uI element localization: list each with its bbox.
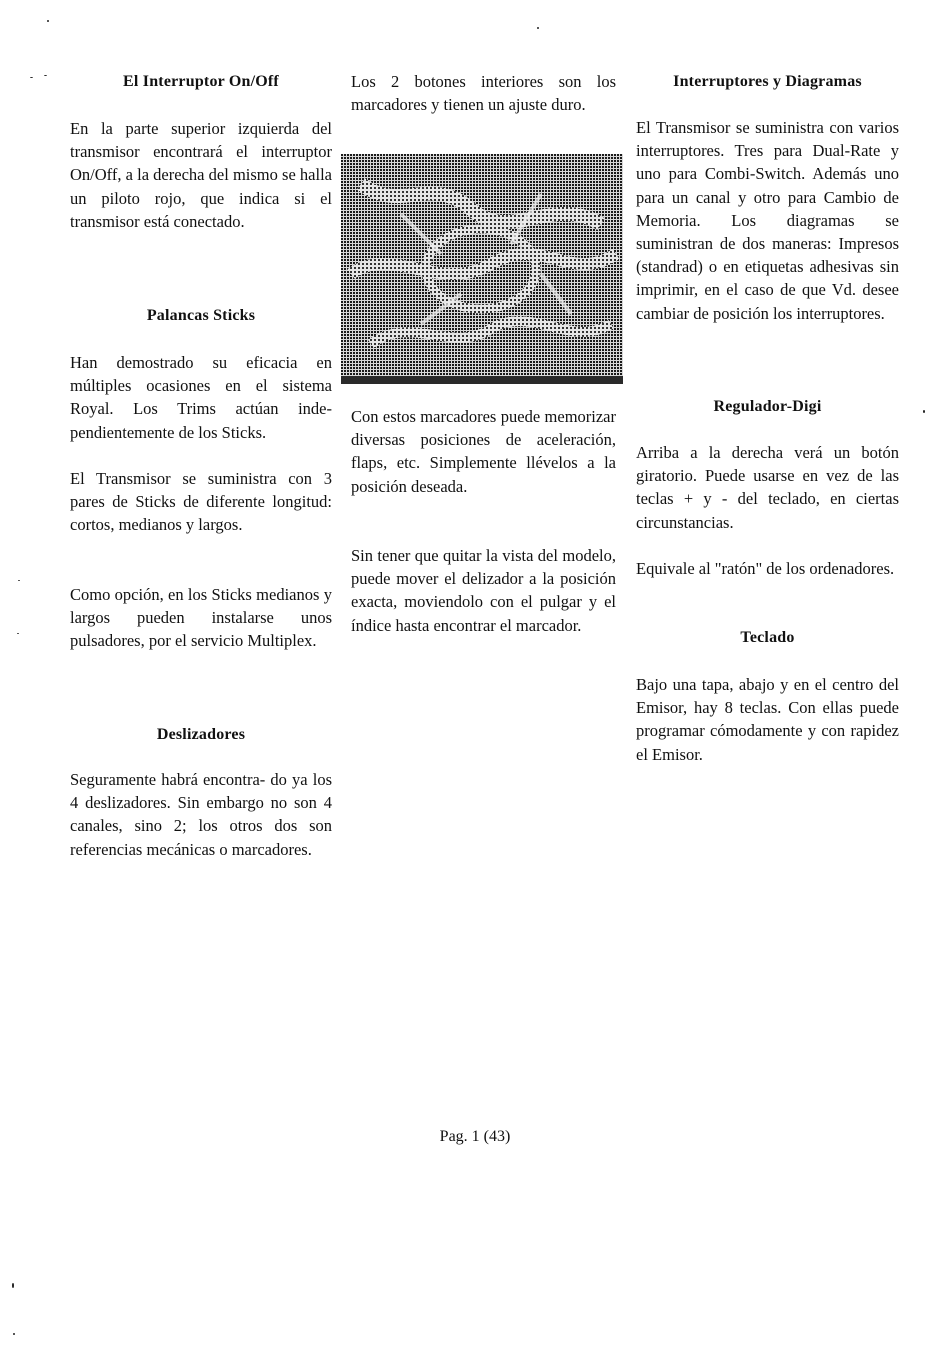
paragraph-regulador-2: Equivale al "ratón" de los ordenadores. [636,559,895,578]
photo-image [341,154,623,384]
scan-speck [537,27,539,29]
paragraph-botones: Los 2 botones interiores son los marcadores y tienen un ajuste duro. [351,72,616,115]
paragraph-marcadores: Con estos marcadores puede memorizar diversas posiciones de aceleración, flaps, etc. Simplemente llévelos a la posición deseada. [351,407,616,496]
paragraph-vista: Sin tener que quitar la vista del modelo, puede mover el delizador a la posición exacta, moviendolo con el pulgar y el índice hasta encontrar el marcador. [351,546,616,635]
paragraph-deslizadores: Seguramente habrá encontra- do ya los 4 deslizadores. Sin embargo no son 4 canales, sino 2; los otros dos son referencias mecánicas o marcadores. [70,770,332,859]
heading-teclado: Teclado [740,629,795,646]
heading-interruptores: Interruptores y Diagramas [673,73,862,90]
paragraph-regulador-1: Arriba a la derecha verá un botón giratorio. Puede usarse en vez de las teclas + y - del teclado, en ciertas circunstancias. [636,443,899,532]
scan-speck [17,633,19,634]
heading-palancas: Palancas Sticks [146,307,256,324]
heading-deslizadores: Deslizadores [156,726,246,743]
heading-interruptor: El Interruptor On/Off [123,73,279,90]
scan-speck [30,77,33,78]
paragraph-palancas-1: Han demostrado su eficacia en múltiples ocasiones en el sistema Royal. Los Trims actúan independientemente de los Sticks. [70,353,332,442]
halftone-photo [341,154,623,384]
scan-speck [44,75,47,76]
paragraph-palancas-3: Como opción, en los Sticks medianos y largos pueden instalarse unos pulsadores, por el servicio Multiplex. [70,585,332,651]
scan-speck [923,410,925,413]
scan-speck [47,20,49,22]
paragraph-teclado: Bajo una tapa, abajo y en el centro del Emisor, hay 8 teclas. Con ellas puede programar cómodamente y con rapidez el Emisor. [636,675,899,764]
scan-speck [13,1333,15,1335]
paragraph-palancas-2: El Transmisor se suministra con 3 pares de Sticks de diferente longitud: cortos, medianos y largos. [70,469,332,535]
paragraph-interruptores: El Transmisor se suministra con varios interruptores. Tres para Dual-Rate y uno para Combi-Switch. Además uno para un canal y otro para Cambio de Memoria. Los diagramas se suministran de dos maneras: Impresos (standrad) o en etiquetas adhesivas sin imprimir, en el caso de que Vd. desee cambiar de posición los interruptores. [636,118,899,323]
scan-speck [18,580,20,581]
heading-regulador: Regulador-Digi [713,398,822,415]
scan-speck [12,1283,14,1288]
page-number: Pag. 1 (43) [439,1128,511,1145]
paragraph-interruptor: En la parte superior izquierda del transmisor encontrará el interruptor On/Off, a la derecha del mismo se halla un piloto rojo, que indica si el transmisor está conectado. [70,119,332,231]
